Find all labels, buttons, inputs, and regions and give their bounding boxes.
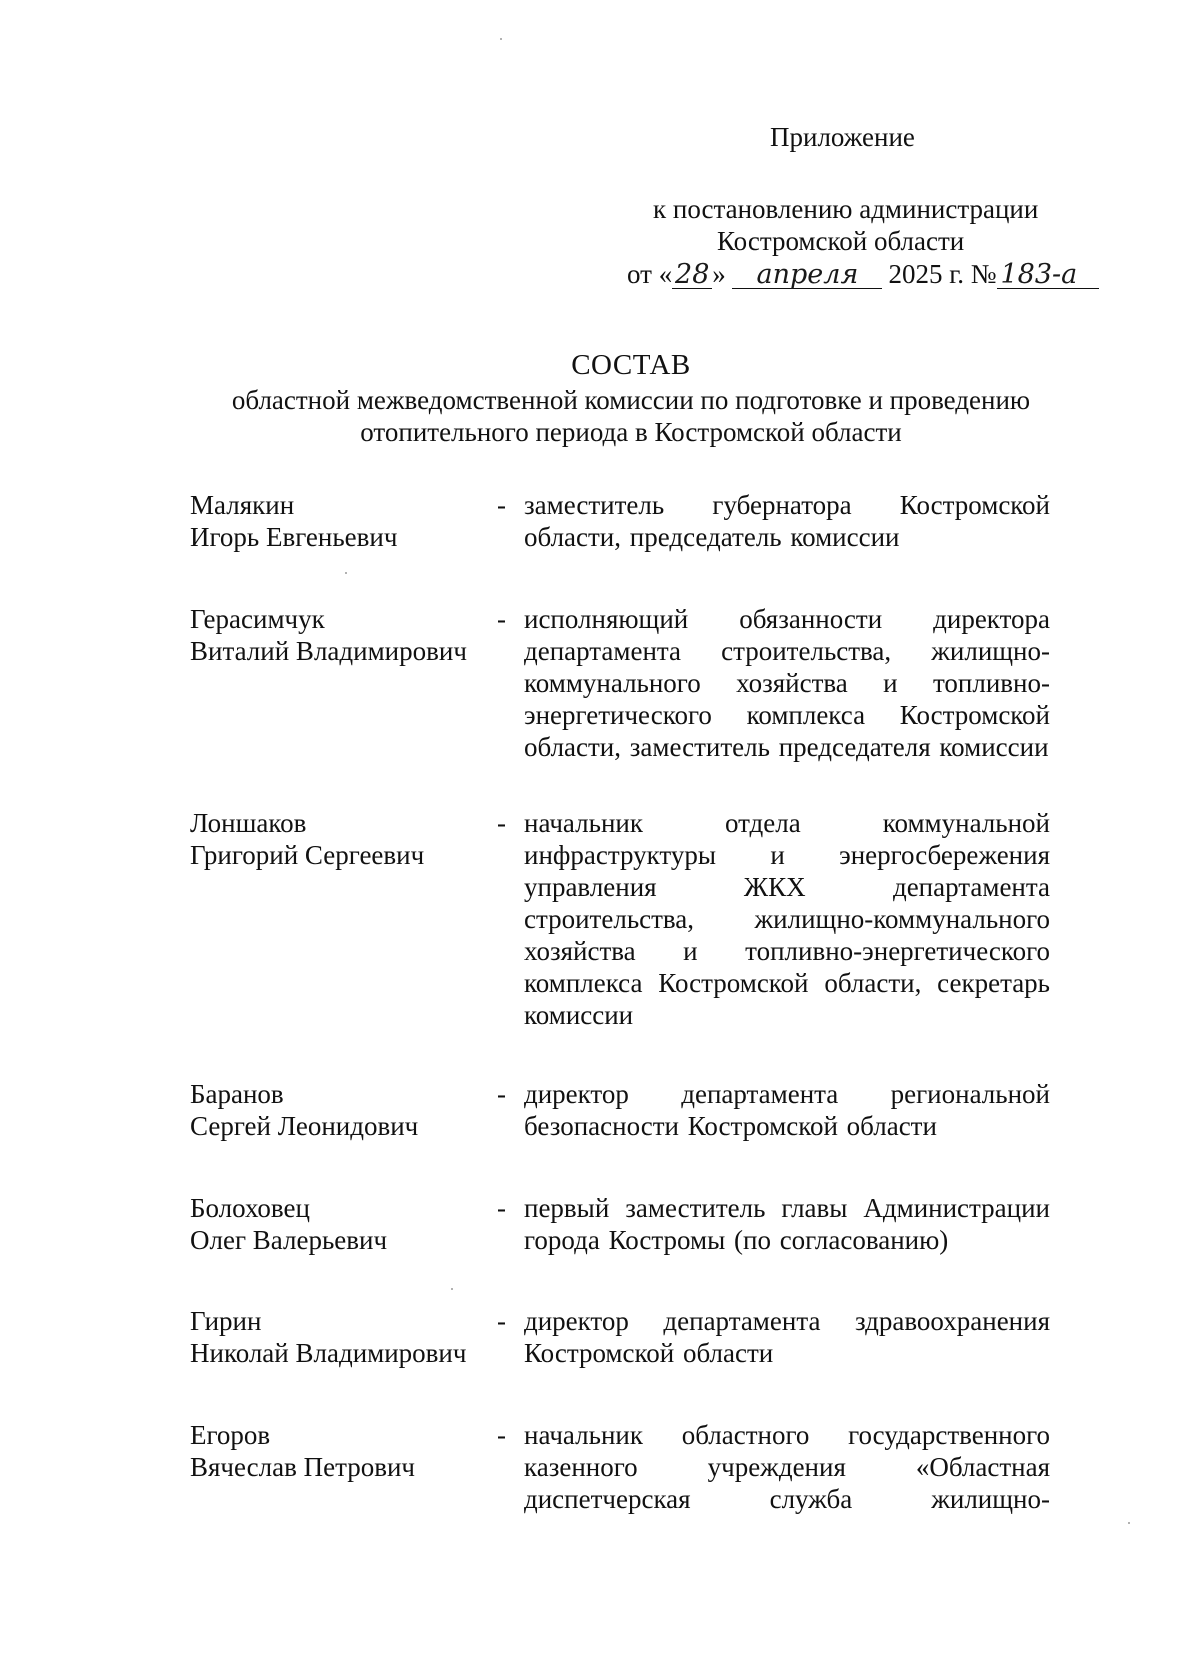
member-dash: - xyxy=(497,1306,506,1336)
member-role-line: первый заместитель главы Администрации xyxy=(524,1193,1050,1223)
member-role-line: города Костромы (по согласованию) xyxy=(524,1225,949,1255)
member-role-line: директор департамента региональной xyxy=(524,1079,1050,1109)
member-surname: Егоров xyxy=(190,1420,271,1450)
handwritten-day: 28 xyxy=(672,262,712,289)
scan-speck xyxy=(500,38,502,40)
year-and-number-label: 2025 г. № xyxy=(888,259,997,289)
member-role-line: области, заместитель председателя комиссии xyxy=(524,732,1049,762)
member-given-names: Сергей Леонидович xyxy=(190,1111,419,1141)
appendix-date-number-line xyxy=(627,258,1099,290)
appendix-reference-line-2: Костромской области xyxy=(717,226,965,256)
document-subtitle-line-1: областной межведомственной комиссии по подготовке и проведению xyxy=(231,385,1031,415)
member-role-line: начальник областного государственного xyxy=(524,1420,1050,1450)
member-given-names: Виталий Владимирович xyxy=(190,636,467,666)
member-role-line: диспетчерская служба жилищно- xyxy=(524,1484,1050,1514)
member-role xyxy=(524,807,1050,1031)
member-role-line: исполняющий обязанности директора xyxy=(524,604,1050,634)
member-role-line: инфраструктуры и энергосбережения xyxy=(524,840,1050,870)
member-name xyxy=(190,807,480,871)
scan-speck xyxy=(1128,1522,1130,1524)
member-dash: - xyxy=(497,1079,506,1109)
member-dash: - xyxy=(497,1420,506,1450)
member-role-line: области, председатель комиссии xyxy=(524,522,900,552)
member-role-line: департамента строительства, жилищно- xyxy=(524,636,1050,666)
member-surname: Герасимчук xyxy=(190,604,325,634)
member-surname: Баранов xyxy=(190,1079,284,1109)
member-name xyxy=(190,1078,480,1142)
member-surname: Лоншаков xyxy=(190,808,307,838)
member-given-names: Григорий Сергеевич xyxy=(190,840,425,870)
member-dash: - xyxy=(497,604,506,634)
member-role-line: заместитель губернатора Костромской xyxy=(524,490,1050,520)
member-role-line: коммунального хозяйства и топливно- xyxy=(524,668,1050,698)
date-quote-close: » xyxy=(712,259,726,289)
member-given-names: Олег Валерьевич xyxy=(190,1225,388,1255)
member-role-line: безопасности Костромской области xyxy=(524,1111,937,1141)
member-name xyxy=(190,603,480,667)
member-surname: Гирин xyxy=(190,1306,262,1336)
member-role-line: комиссии xyxy=(524,1000,634,1030)
member-surname: Малякин xyxy=(190,490,295,520)
member-given-names: Николай Владимирович xyxy=(190,1338,467,1368)
handwritten-month: апреля xyxy=(732,262,882,289)
member-role-line: комплекса Костромской области, секретарь xyxy=(524,968,1050,998)
member-given-names: Игорь Евгеньевич xyxy=(190,522,398,552)
member-role xyxy=(524,1192,1050,1256)
member-role-line: начальник отдела коммунальной xyxy=(524,808,1050,838)
document-subtitle-line-2: отопительного периода в Костромской области xyxy=(360,417,902,447)
member-role-line: управления ЖКХ департамента xyxy=(524,872,1050,902)
appendix-heading: Приложение xyxy=(770,122,915,152)
member-name xyxy=(190,1305,480,1369)
member-role xyxy=(524,1419,1050,1515)
member-dash: - xyxy=(497,1193,506,1223)
member-role-line: строительства, жилищно-коммунального xyxy=(524,904,1050,934)
scan-speck xyxy=(451,1288,453,1290)
document-title: СОСТАВ xyxy=(571,349,691,381)
handwritten-document-number: 183-а xyxy=(997,262,1099,289)
member-dash: - xyxy=(497,808,506,838)
member-role-line: казенного учреждения «Областная xyxy=(524,1452,1050,1482)
member-surname: Болоховец xyxy=(190,1193,310,1223)
date-prefix: от « xyxy=(627,259,673,289)
member-name xyxy=(190,1419,480,1483)
member-role-line: директор департамента здравоохранения xyxy=(524,1306,1050,1336)
member-dash: - xyxy=(497,490,506,520)
appendix-reference-line-1: к постановлению администрации xyxy=(653,194,1039,224)
member-name xyxy=(190,489,480,553)
member-role-line: хозяйства и топливно-энергетического xyxy=(524,936,1050,966)
member-role xyxy=(524,1305,1050,1369)
member-role xyxy=(524,603,1050,763)
member-role-line: энергетического комплекса Костромской xyxy=(524,700,1050,730)
member-role-line: Костромской области xyxy=(524,1338,774,1368)
member-name xyxy=(190,1192,480,1256)
scan-speck xyxy=(345,572,347,574)
member-role xyxy=(524,1078,1050,1142)
member-given-names: Вячеслав Петрович xyxy=(190,1452,415,1482)
member-role xyxy=(524,489,1050,553)
